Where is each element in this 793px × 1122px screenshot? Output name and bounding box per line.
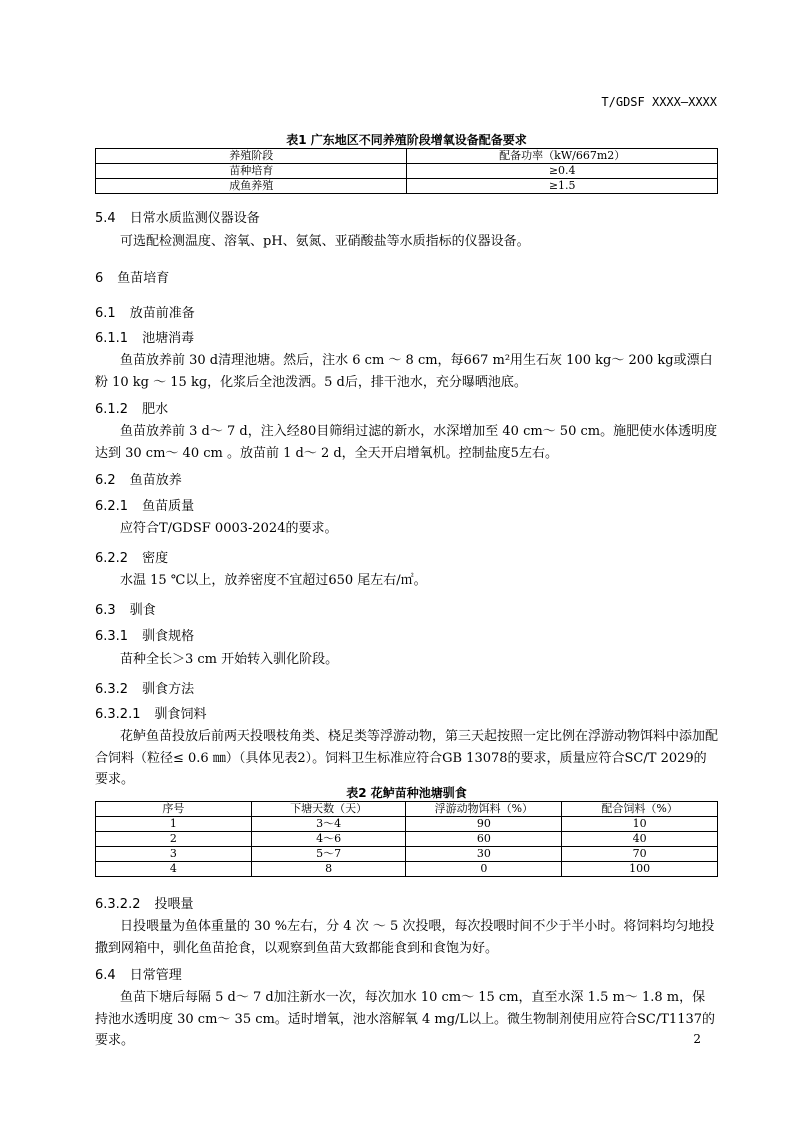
heading-6-2-2 — [95, 547, 168, 566]
heading-6-1-2 — [95, 398, 168, 417]
heading-title: 池塘消毒 — [142, 331, 195, 346]
paragraph-6-3-2-2: 日投喂量为鱼体重量的 30 %左右，分 4 次 ～ 5 次投喂，每次投喂时间不少于半小时。将饲料均匀地投撒到网箱中，驯化鱼苗抢食，以观察到鱼苗大致都能食到和食饱为好。 — [95, 919, 715, 956]
heading-6-2 — [95, 469, 182, 488]
table-row — [96, 179, 718, 194]
table-cell: 苗种培育 — [96, 164, 407, 179]
table-cell: 3～4 — [251, 817, 406, 832]
heading-title: 鱼苗质量 — [142, 499, 195, 514]
heading-number: 6.2.1 — [95, 499, 129, 514]
table-header-cell: 下塘天数（天） — [251, 802, 406, 817]
table-row — [96, 847, 718, 862]
heading-number: 6.3 — [95, 603, 116, 618]
table-header-cell: 养殖阶段 — [96, 149, 407, 164]
table-row — [96, 832, 718, 847]
heading-title: 鱼苗放养 — [129, 473, 182, 488]
table-cell: 4～6 — [251, 832, 406, 847]
table-cell: 100 — [562, 862, 718, 877]
table-cell: 0 — [406, 862, 562, 877]
heading-title: 鱼苗培育 — [117, 271, 170, 286]
heading-5-4 — [95, 207, 260, 226]
page-number: 2 — [693, 1032, 701, 1046]
table-header-row — [96, 802, 718, 817]
heading-title: 投喂量 — [154, 897, 194, 912]
heading-number: 6.1.2 — [95, 402, 129, 417]
heading-6-4 — [95, 964, 182, 983]
paragraph-6-2-1: 应符合T/GDSF 0003-2024的要求。 — [120, 521, 338, 536]
heading-6-1 — [95, 302, 195, 321]
doc-code: T/GDSF XXXX—XXXX — [601, 95, 717, 109]
heading-title: 放苗前准备 — [129, 306, 195, 321]
heading-number: 6.2 — [95, 473, 116, 488]
heading-6-3-2 — [95, 678, 194, 697]
heading-title: 驯食 — [129, 603, 156, 618]
heading-title: 密度 — [142, 551, 169, 566]
table-cell: 成鱼养殖 — [96, 179, 407, 194]
paragraph-6-1-1: 鱼苗放养前 30 d清理池塘。然后，注水 6 cm ～ 8 cm，每667 m²用生石灰 100 kg～ 200 kg或漂白粉 10 kg ～ 15 kg，化浆后全池泼洒。5 d后，排干池水，充分曝晒池底。 — [95, 353, 713, 390]
heading-title: 日常管理 — [129, 968, 182, 983]
heading-number: 6.3.2.1 — [95, 707, 141, 722]
table-cell: 60 — [406, 832, 562, 847]
heading-number: 6.2.2 — [95, 551, 129, 566]
heading-number: 5.4 — [95, 211, 116, 226]
table-header-cell: 配备功率（kW/667m2） — [407, 149, 718, 164]
table-row — [96, 164, 718, 179]
heading-6-3-2-2 — [95, 893, 194, 912]
heading-number: 6.3.2.2 — [95, 897, 141, 912]
heading-title: 日常水质监测仪器设备 — [129, 211, 260, 226]
paragraph-6-1-2: 鱼苗放养前 3 d～ 7 d，注入经80目筛绢过滤的新水，水深增加至 40 cm～ 50 cm。施肥使水体透明度达到 30 cm～ 40 cm 。放苗前 1 d～ 2 d，全天开启增氧机。控制盐度5左右。 — [95, 424, 718, 461]
paragraph-6-4: 鱼苗下塘后每隔 5 d～ 7 d加注新水一次，每次加水 10 cm～ 15 cm，直至水深 1.5 m～ 1.8 m，保持池水透明度 30 cm～ 35 cm。适时增氧，池水溶解氧 4 mg/L以上。微生物制剂使用应符合SC/T1137的要求。 — [95, 990, 716, 1048]
paragraph-5-4: 可选配检测温度、溶氧、pH、氨氮、亚硝酸盐等水质指标的仪器设备。 — [120, 234, 530, 249]
table-cell: 70 — [562, 847, 718, 862]
heading-6-3-2-1 — [95, 703, 207, 722]
table-header-row — [96, 149, 718, 164]
table-cell: 40 — [562, 832, 718, 847]
heading-number: 6.3.2 — [95, 682, 129, 697]
table-cell: 3 — [96, 847, 252, 862]
table2 — [95, 801, 718, 877]
heading-title: 肥水 — [142, 402, 169, 417]
heading-number: 6.1.1 — [95, 331, 129, 346]
heading-number: 6.1 — [95, 306, 116, 321]
table2-title: 表2 花鲈苗种池塘驯食 — [346, 786, 467, 800]
table1 — [95, 148, 718, 194]
table-cell: 8 — [251, 862, 406, 877]
heading-number: 6.3.1 — [95, 629, 129, 644]
table-row — [96, 862, 718, 877]
heading-title: 驯食饲料 — [154, 707, 207, 722]
table-cell: 4 — [96, 862, 252, 877]
heading-6-3 — [95, 599, 156, 618]
heading-number: 6.4 — [95, 968, 116, 983]
table-cell: ≥0.4 — [407, 164, 718, 179]
table-cell: 5～7 — [251, 847, 406, 862]
heading-6-2-1 — [95, 495, 194, 514]
heading-number: 6 — [95, 271, 104, 286]
table-header-cell: 配合饲料（%） — [562, 802, 718, 817]
table-cell: 90 — [406, 817, 562, 832]
heading-title: 驯食方法 — [142, 682, 195, 697]
table-header-cell: 序号 — [96, 802, 252, 817]
table-cell: 1 — [96, 817, 252, 832]
paragraph-6-3-1: 苗种全长＞3 cm 开始转入驯化阶段。 — [120, 652, 339, 667]
table-row — [96, 817, 718, 832]
heading-title: 驯食规格 — [142, 629, 195, 644]
table-header-cell: 浮游动物饵料（%） — [406, 802, 562, 817]
heading-6-3-1 — [95, 625, 194, 644]
table1-title: 表1 广东地区不同养殖阶段增氧设备配备要求 — [286, 133, 527, 147]
table-cell: ≥1.5 — [407, 179, 718, 194]
paragraph-6-2-2: 水温 15 ℃以上，放养密度不宜超过650 尾左右/㎡。 — [120, 573, 427, 588]
heading-6-1-1 — [95, 327, 194, 346]
table-cell: 10 — [562, 817, 718, 832]
paragraph-6-3-2-1: 花鲈鱼苗投放后前两天投喂枝角类、桡足类等浮游动物，第三天起按照一定比例在浮游动物饵料中添加配合饲料（粒径≤ 0.6 ㎜）（具体见表2）。饲料卫生标准应符合GB 13078的要求，质量应符合SC/T 2029的要求。 — [95, 729, 719, 787]
heading-6 — [95, 267, 169, 286]
table-cell: 2 — [96, 832, 252, 847]
table-cell: 30 — [406, 847, 562, 862]
